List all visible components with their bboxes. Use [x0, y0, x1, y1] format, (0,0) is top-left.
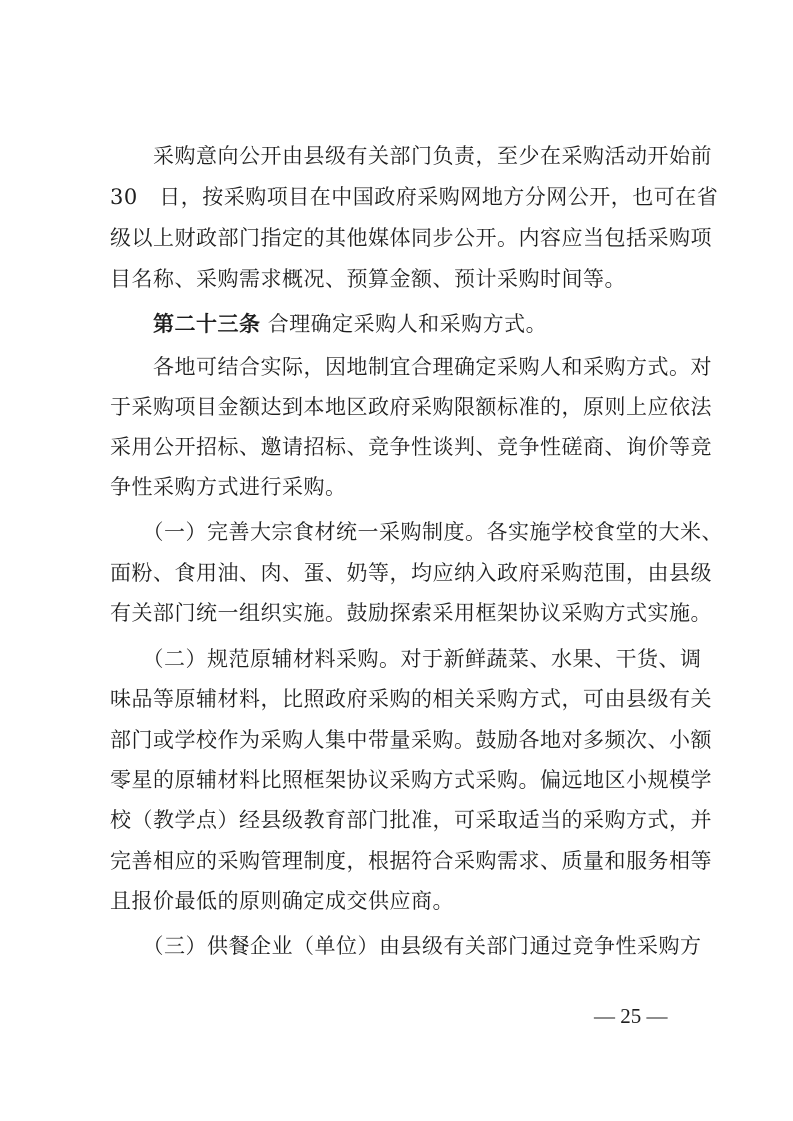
- body-line: 完善相应的采购管理制度，根据符合采购需求、质量和服务相等: [110, 849, 712, 873]
- body-line: 且报价最低的原则确定成交供应商。: [110, 889, 454, 913]
- body-line: 有关部门统一组织实施。鼓励探索采用框架协议采购方式实施。: [110, 601, 712, 625]
- body-line: 面粉、食用油、肉、蛋、奶等，均应纳入政府采购范围，由县级: [110, 561, 712, 585]
- body-line: 争性采购方式进行采购。: [110, 475, 347, 499]
- body-line: 各地可结合实际，因地制宜合理确定采购人和采购方式。对: [110, 355, 712, 379]
- body-line: 级以上财政部门指定的其他媒体同步公开。内容应当包括采购项: [110, 226, 712, 250]
- article-heading: [110, 310, 685, 338]
- body-line: 零星的原辅材料比照框架协议采购方式采购。偏远地区小规模学: [110, 768, 712, 792]
- page-number: — 25 —: [594, 1004, 668, 1028]
- body-line: 采购意向公开由县级有关部门负责，至少在采购活动开始前: [110, 144, 712, 168]
- body-line: （三）供餐企业（单位）由县级有关部门通过竞争性采购方: [110, 934, 702, 958]
- body-line: 部门或学校作为采购人集中带量采购。鼓励各地对多频次、小额: [110, 728, 712, 752]
- article-number: 第二十三条: [153, 312, 261, 336]
- body-line: 目名称、采购需求概况、预算金额、预计采购时间等。: [110, 267, 626, 291]
- body-line: （一）完善大宗食材统一采购制度。各实施学校食堂的大米、: [110, 520, 723, 544]
- body-line: 采用公开招标、邀请招标、竞争性谈判、竞争性磋商、询价等竞: [110, 435, 712, 459]
- body-line: 味品等原辅材料，比照政府采购的相关采购方式，可由县级有关: [110, 687, 712, 711]
- body-line: 30 日，按采购项目在中国政府采购网地方分网公开，也可在省: [110, 185, 719, 209]
- body-line: 校（教学点）经县级教育部门批准，可采取适当的采购方式，并: [110, 808, 712, 832]
- article-title-text: 合理确定采购人和采购方式。: [267, 312, 548, 336]
- body-line: （二）规范原辅材料采购。对于新鲜蔬菜、水果、干货、调: [110, 647, 702, 671]
- body-line: 于采购项目金额达到本地区政府采购限额标准的，原则上应依法: [110, 395, 712, 419]
